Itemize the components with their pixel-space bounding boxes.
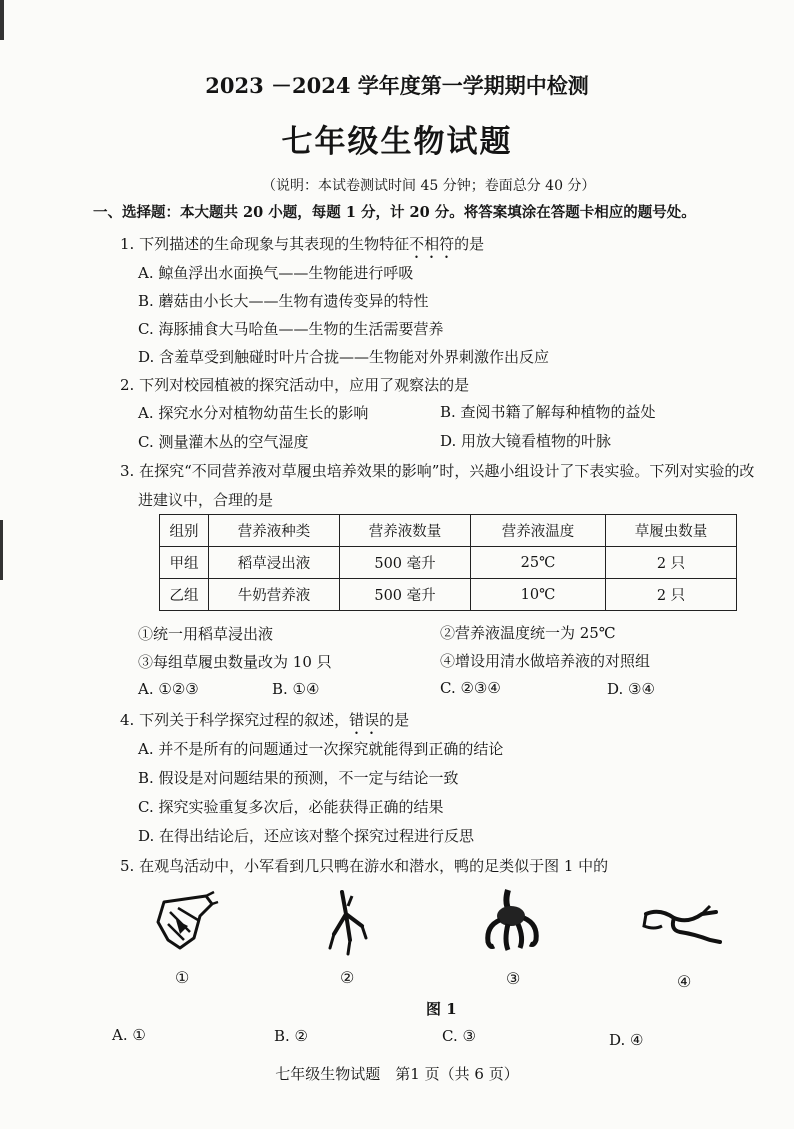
q3-option-d: D. ③④ (607, 680, 655, 698)
q2-option-a: A. 探究水分对植物幼苗生长的影响 (138, 404, 369, 422)
scan-edge-mark (0, 520, 3, 580)
q3-option-b: B. ①④ (272, 680, 320, 698)
q3-option-a: A. ①②③ (138, 680, 199, 698)
question-2-stem: 2. 下列对校园植被的探究活动中，应用了观察法的是 (120, 376, 470, 394)
table-cell: 牛奶营养液 (209, 579, 340, 611)
table-header-cell: 组别 (160, 515, 209, 547)
webbed-foot-icon (150, 890, 220, 954)
q5-option-a: A. ① (112, 1026, 146, 1044)
figure-label-4: ④ (677, 972, 692, 991)
q5-option-d: D. ④ (609, 1031, 644, 1049)
raptor-claw-icon (478, 886, 544, 956)
perching-foot-icon (322, 888, 372, 958)
table-row (160, 579, 737, 611)
figure-label-1: ① (175, 968, 190, 987)
q5-option-c: C. ③ (442, 1027, 476, 1045)
q4-option-c: C. 探究实验重复多次后，必能获得正确的结果 (138, 798, 444, 816)
q3-option-c: C. ②③④ (440, 679, 501, 697)
q2-option-c: C. 测量灌木丛的空气湿度 (138, 433, 309, 451)
figure-caption: 图 1 (426, 1000, 457, 1018)
table-header-cell: 营养液数量 (340, 515, 471, 547)
table-cell: 25℃ (471, 547, 606, 579)
table-row (160, 547, 737, 579)
q1-option-d: D. 含羞草受到触碰时叶片合拢——生物能对外界刺激作出反应 (138, 348, 550, 366)
q3-statement-1: ①统一用稻草浸出液 (138, 625, 274, 643)
table-cell: 500 毫升 (340, 579, 471, 611)
experiment-table (159, 514, 737, 611)
section-heading: 一、选择题：本大题共 20 小题，每题 1 分，计 20 分。将答案填涂在答题卡相应的题号处。 (93, 204, 696, 221)
table-cell: 10℃ (471, 579, 606, 611)
stem-text: 的是 (379, 711, 410, 729)
q4-option-b: B. 假设是对问题结果的预测，不一定与结论一致 (138, 769, 459, 787)
question-3-stem-line1: 3. 在探究“不同营养液对草履虫培养效果的影响”时，兴趣小组设计了下表实验。下列对实验的改 (120, 462, 755, 480)
exam-note: （说明：本试卷测试时间 45 分钟；卷面总分 40 分） (262, 178, 596, 194)
question-3-stem-line2: 进建议中，合理的是 (138, 491, 274, 509)
q1-option-c: C. 海豚捕食大马哈鱼——生物的生活需要营养 (138, 320, 444, 338)
q5-option-b: B. ② (274, 1027, 309, 1045)
table-cell: 2 只 (606, 579, 737, 611)
table-header-cell: 草履虫数量 (606, 515, 737, 547)
question-1-stem (120, 233, 484, 262)
figure-label-2: ② (340, 968, 355, 987)
figure-label-3: ③ (506, 969, 521, 988)
table-header-cell: 营养液温度 (471, 515, 606, 547)
q3-statement-4: ④增设用清水做培养液的对照组 (440, 652, 651, 670)
q4-option-d: D. 在得出结论后，还应该对整个探究过程进行反思 (138, 827, 475, 845)
question-4-stem (120, 709, 409, 738)
q2-option-d: D. 用放大镜看植物的叶脉 (440, 432, 612, 450)
q3-statement-3: ③每组草履虫数量改为 10 只 (138, 653, 332, 671)
table-header-cell: 营养液种类 (209, 515, 340, 547)
q1-option-a: A. 鲸鱼浮出水面换气——生物能进行呼吸 (138, 264, 414, 282)
table-cell: 500 毫升 (340, 547, 471, 579)
table-header-row (160, 515, 737, 547)
emphasis-text: 不相符 (409, 235, 455, 253)
question-5-stem: 5. 在观鸟活动中，小军看到几只鸭在游水和潜水，鸭的足类似于图 1 中的 (120, 857, 609, 875)
table-cell: 甲组 (160, 547, 209, 579)
q2-option-b: B. 查阅书籍了解每种植物的益处 (440, 403, 656, 421)
exam-subtitle: 2023 －2024 学年度第一学期期中检测 (205, 73, 589, 98)
table-cell: 乙组 (160, 579, 209, 611)
scan-edge-mark (0, 0, 4, 40)
stem-text: 1. 下列描述的生命现象与其表现的生物特征 (120, 235, 410, 253)
stem-text: 的是 (454, 235, 485, 253)
table-cell: 稻草浸出液 (209, 547, 340, 579)
emphasis-text: 错误 (349, 711, 380, 729)
page-title: 七年级生物试题 (281, 124, 513, 160)
table-cell: 2 只 (606, 547, 737, 579)
page-footer: 七年级生物试题 第1 页（共 6 页） (275, 1065, 519, 1083)
q3-statement-2: ②营养液温度统一为 25℃ (440, 624, 616, 642)
stem-text: 4. 下列关于科学探究过程的叙述， (120, 711, 350, 729)
climbing-foot-icon (640, 900, 726, 950)
q1-option-b: B. 蘑菇由小长大——生物有遗传变异的特性 (138, 292, 429, 310)
q4-option-a: A. 并不是所有的问题通过一次探究就能得到正确的结论 (138, 740, 504, 758)
